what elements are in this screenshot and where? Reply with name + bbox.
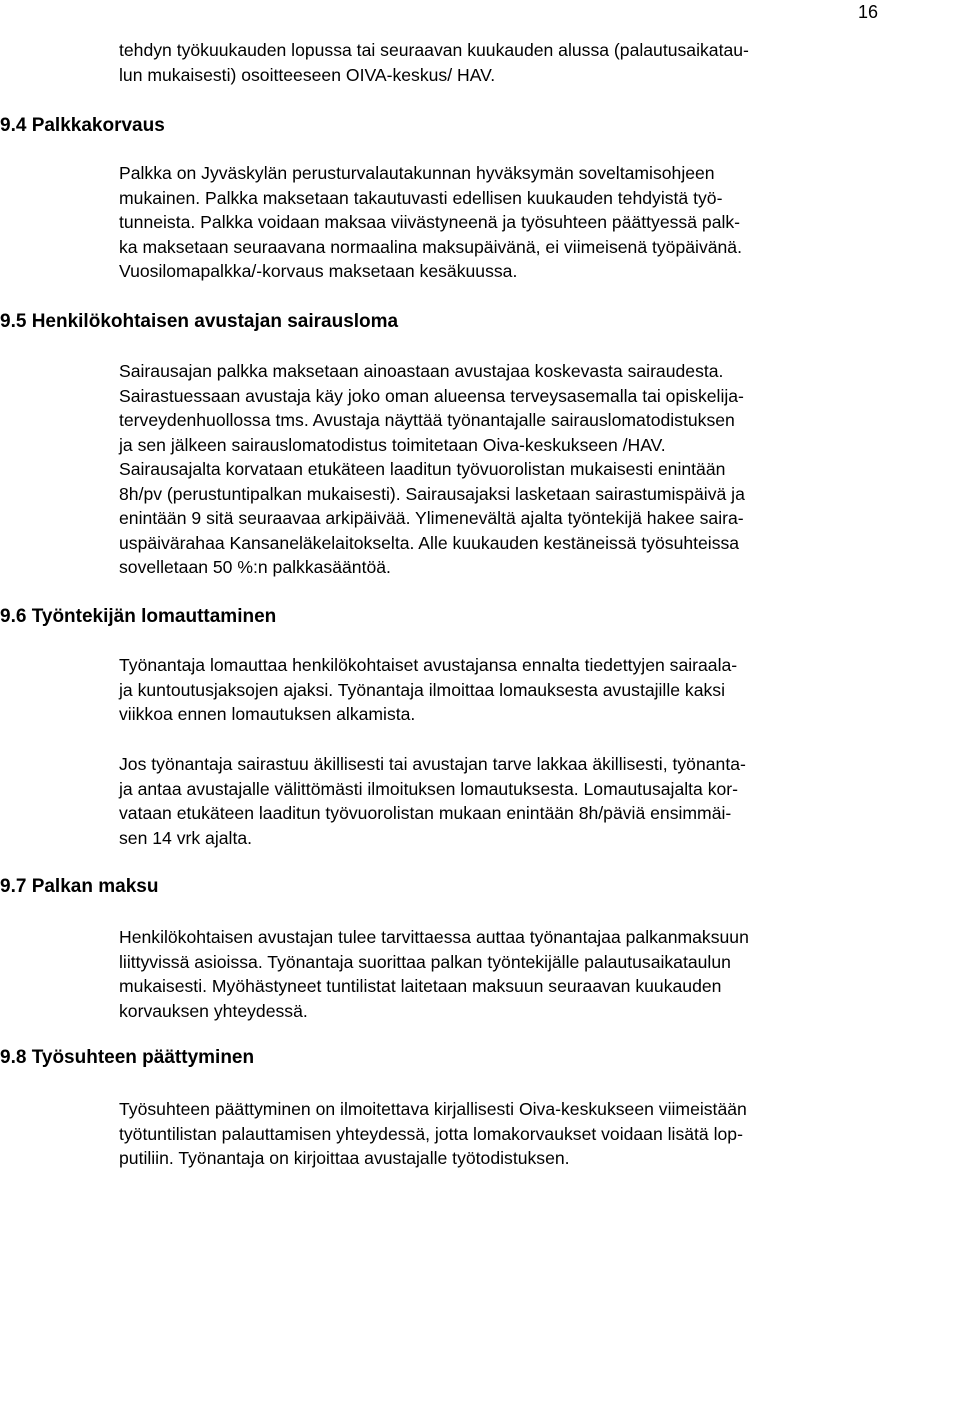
text-line: ja kuntoutusjaksojen ajaksi. Työnantaja ilmoittaa lomauksesta avustajille kaksi <box>119 679 726 700</box>
text-line: Työsuhteen päättyminen on ilmoitettava kirjallisesti Oiva-keskukseen viimeistään <box>119 1099 747 1119</box>
text-line: Jos työnantaja sairastuu äkillisesti tai avustajan tarve lakkaa äkillisesti, työnanta- <box>119 754 746 774</box>
paragraph-9-4 <box>119 161 899 284</box>
text-line: tunneista. Palkka voidaan maksaa viivästyneenä ja työsuhteen päättyessä palk- <box>119 212 741 232</box>
text-line: tehdyn työkuukauden lopussa tai seuraavan kuukauden alussa (palautusaikatau- <box>119 40 749 60</box>
text-line: Sairastuessaan avustaja käy joko oman alueensa terveysasemalla tai opiskelija- <box>119 385 744 406</box>
paragraph-9-6-b <box>119 752 899 850</box>
heading-9-7: 9.7 Palkan maksu <box>0 876 159 897</box>
text-line: korvauksen yhteydessä. <box>119 1000 308 1021</box>
text-line: lun mukaisesti) osoitteeseen OIVA-keskus/ HAV. <box>119 64 496 85</box>
text-line: työtuntilistan palauttamisen yhteydessä, jotta lomakorvaukset voidaan lisätä lop- <box>119 1123 743 1144</box>
paragraph-9-8 <box>119 1097 899 1171</box>
heading-9-5: 9.5 Henkilökohtaisen avustajan sairausloma <box>0 311 399 332</box>
heading-9-8: 9.8 Työsuhteen päättyminen <box>0 1047 255 1068</box>
text-line: Vuosilomapalkka/-korvaus maksetaan kesäkuussa. <box>119 261 518 281</box>
text-line: viikkoa ennen lomautuksen alkamista. <box>119 704 416 724</box>
text-line: ja antaa avustajalle välittömästi ilmoituksen lomautuksesta. Lomautusajalta kor- <box>119 778 739 799</box>
text-line: enintään 9 sitä seuraavaa arkipäivää. Ylimenevältä ajalta työntekijä hakee saira- <box>119 508 744 528</box>
text-line: vataan etukäteen laaditun työvuorolistan mukaan enintään 8h/päviä ensimmäi- <box>119 803 732 823</box>
text-line: mukaisesti. Myöhästyneet tuntilistat laitetaan maksuun seuraavan kuukauden <box>119 976 722 996</box>
text-line: Työnantaja lomauttaa henkilökohtaiset avustajansa ennalta tiedettyjen sairaala- <box>119 655 738 675</box>
text-line: ka maksetaan seuraavana normaalina maksupäivänä, ei viimeisenä työpäivänä. <box>119 236 742 257</box>
text-line: terveydenhuollossa tms. Avustaja näyttää työnantajalle sairauslomatodistuksen <box>119 410 735 430</box>
text-line: liittyvissä asioissa. Työnantaja suorittaa palkan työntekijälle palautusaikataulun <box>119 951 731 972</box>
page-number: 16 <box>858 2 879 22</box>
heading-9-6: 9.6 Työntekijän lomauttaminen <box>0 606 277 627</box>
text-line: uspäivärahaa Kansaneläkelaitokselta. Alle kuukauden kestäneissä työsuhteissa <box>119 532 740 553</box>
text-line: Henkilökohtaisen avustajan tulee tarvittaessa auttaa työnantajaa palkanmaksuun <box>119 927 749 947</box>
paragraph-9-5 <box>119 359 899 580</box>
text-line: Sairausajalta korvataan etukäteen laaditun työvuorolistan mukaisesti enintään <box>119 459 726 479</box>
text-line: Palkka on Jyväskylän perusturvalautakunnan hyväksymän soveltamisohjeen <box>119 163 715 183</box>
text-line: sen 14 vrk ajalta. <box>119 827 253 848</box>
paragraph-9-7 <box>119 925 899 1023</box>
heading-9-4: 9.4 Palkkakorvaus <box>0 115 165 136</box>
paragraph-9-6-a <box>119 653 899 727</box>
text-line: mukainen. Palkka maksetaan takautuvasti edellisen kuukauden tehdyistä työ- <box>119 187 723 208</box>
text-line: putiliin. Työnantaja on kirjoittaa avustajalle työtodistuksen. <box>119 1148 570 1168</box>
text-line: 8h/pv (perustuntipalkan mukaisesti). Sairausajaksi lasketaan sairastumispäivä ja <box>119 483 745 504</box>
text-line: ja sen jälkeen sairauslomatodistus toimitetaan Oiva-keskukseen /HAV. <box>119 434 666 455</box>
paragraph-intro <box>119 38 899 87</box>
text-line: Sairausajan palkka maksetaan ainoastaan avustajaa koskevasta sairaudesta. <box>119 361 724 381</box>
text-line: sovelletaan 50 %:n palkkasääntöä. <box>119 557 391 577</box>
